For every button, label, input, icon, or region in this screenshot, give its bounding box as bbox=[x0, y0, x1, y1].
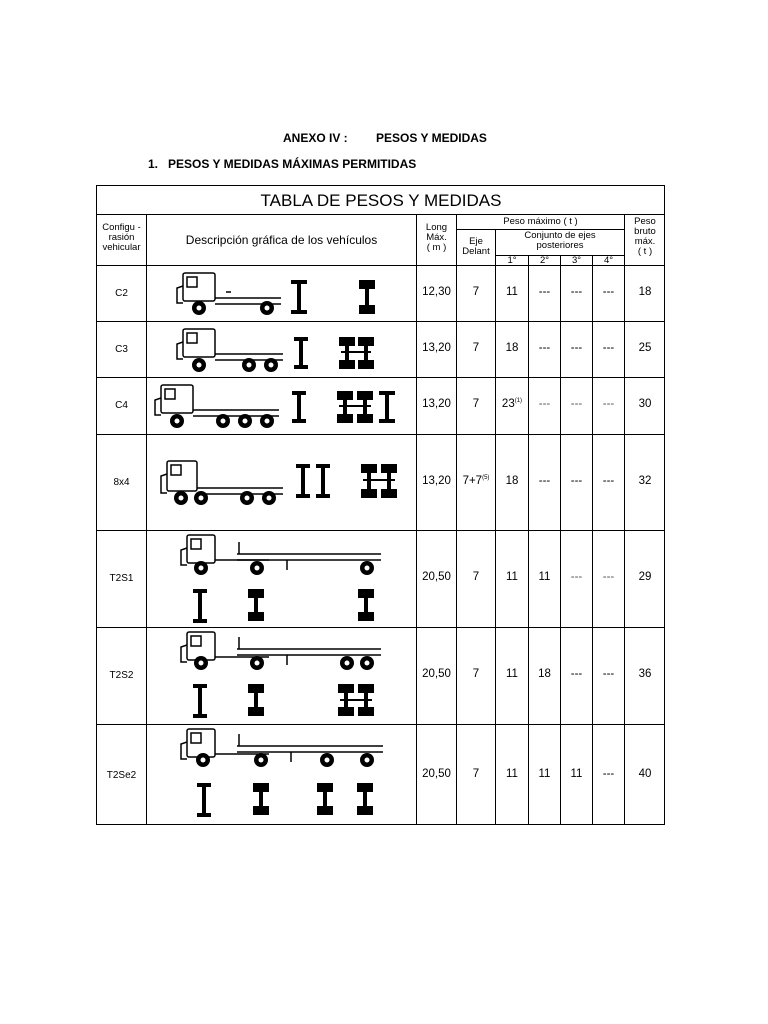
cell-bruto: 18 bbox=[638, 286, 652, 298]
cell-s2: --- bbox=[538, 342, 551, 354]
grid-line bbox=[97, 434, 665, 435]
cell-s3: --- bbox=[570, 668, 583, 680]
section-title: 1. PESOS Y MEDIDAS MÁXIMAS PERMITIDAS bbox=[148, 157, 417, 171]
grid-line bbox=[456, 214, 457, 825]
cell-eje: 7 bbox=[472, 286, 480, 298]
cell-s4: --- bbox=[602, 286, 615, 298]
grid-line bbox=[624, 214, 625, 825]
cell-s3: --- bbox=[570, 475, 583, 487]
grid-line bbox=[592, 255, 593, 825]
cell-long: 13,20 bbox=[422, 342, 451, 354]
cell-config: T2S2 bbox=[109, 670, 134, 681]
cell-config: C2 bbox=[115, 288, 128, 299]
cell-eje: 7 bbox=[472, 398, 480, 410]
header-sub-3: 3° bbox=[571, 255, 582, 266]
table-title: TABLA DE PESOS Y MEDIDAS bbox=[260, 191, 502, 210]
grid-line bbox=[97, 214, 665, 215]
cell-eje: 7 bbox=[472, 768, 480, 780]
cell-config: C4 bbox=[115, 400, 128, 411]
truck-8x4-drawing bbox=[151, 446, 413, 516]
grid-line bbox=[560, 255, 561, 825]
grid-line bbox=[416, 214, 417, 825]
grid-line bbox=[97, 377, 665, 378]
cell-s4: --- bbox=[602, 571, 615, 583]
cell-long: 20,50 bbox=[422, 768, 451, 780]
annex-label: ANEXO IV : bbox=[283, 131, 348, 145]
cell-s3: --- bbox=[570, 286, 583, 298]
cell-bruto: 30 bbox=[638, 398, 652, 410]
cell-eje: 7 bbox=[472, 571, 480, 583]
cell-s2: --- bbox=[538, 398, 551, 410]
cell-eje: 7 bbox=[472, 342, 480, 354]
grid-line bbox=[495, 229, 496, 825]
cell-s1: 18 bbox=[505, 342, 519, 354]
tractor-t2se2-drawing bbox=[151, 726, 413, 822]
grid-line bbox=[146, 214, 147, 825]
truck-c3-drawing bbox=[151, 324, 413, 376]
grid-line bbox=[97, 530, 665, 531]
cell-s1: 11 bbox=[506, 571, 518, 583]
cell-s1: 11 bbox=[506, 668, 518, 680]
header-bruto: Peso bruto máx. ( t ) bbox=[634, 216, 656, 257]
cell-bruto: 29 bbox=[638, 571, 652, 583]
cell-s4: --- bbox=[602, 398, 615, 410]
grid-line bbox=[528, 255, 529, 825]
cell-s1: 18 bbox=[505, 475, 519, 487]
cell-s4: --- bbox=[602, 768, 615, 780]
cell-s4: --- bbox=[602, 475, 615, 487]
cell-s3: --- bbox=[570, 342, 583, 354]
cell-s3: --- bbox=[570, 571, 583, 583]
cell-s2: --- bbox=[538, 286, 551, 298]
cell-eje: $7+7^{(5)}$ bbox=[462, 475, 490, 487]
cell-eje: 7 bbox=[472, 668, 480, 680]
cell-long: 20,50 bbox=[422, 668, 451, 680]
header-sub-4: 4° bbox=[603, 255, 614, 266]
weights-measures-table bbox=[96, 185, 665, 825]
cell-bruto: 40 bbox=[638, 768, 652, 780]
truck-c2-drawing bbox=[151, 268, 413, 320]
cell-long: 13,20 bbox=[422, 398, 451, 410]
header-conjunto: Conjunto de ejes posteriores bbox=[524, 230, 596, 251]
tractor-t2s2-drawing bbox=[151, 629, 413, 725]
cell-bruto: 36 bbox=[638, 668, 652, 680]
cell-s4: --- bbox=[602, 668, 615, 680]
cell-s3: --- bbox=[570, 398, 583, 410]
cell-long: 20,50 bbox=[422, 571, 451, 583]
cell-config: 8x4 bbox=[113, 477, 130, 488]
header-config: Configu - rasión vehicular bbox=[102, 222, 141, 253]
truck-c4-drawing bbox=[151, 380, 413, 432]
cell-config: T2S1 bbox=[109, 573, 134, 584]
cell-long: 13,20 bbox=[422, 475, 451, 487]
cell-s4: --- bbox=[602, 342, 615, 354]
annex-title: PESOS Y MEDIDAS bbox=[376, 131, 487, 145]
header-peso-max: Peso máximo ( t ) bbox=[503, 216, 578, 227]
cell-config: T2Se2 bbox=[106, 770, 137, 781]
grid-line bbox=[97, 321, 665, 322]
cell-s2: 11 bbox=[538, 571, 551, 583]
header-sub-2: 2° bbox=[539, 255, 550, 266]
cell-s2: 18 bbox=[538, 668, 551, 680]
header-description: Descripción gráfica de los vehículos bbox=[185, 233, 378, 247]
cell-s3: 11 bbox=[570, 768, 583, 780]
cell-long: 12,30 bbox=[422, 286, 451, 298]
header-eje: Eje Delant bbox=[462, 236, 490, 257]
cell-config: C3 bbox=[115, 344, 128, 355]
cell-bruto: 25 bbox=[638, 342, 652, 354]
cell-bruto: 32 bbox=[638, 475, 652, 487]
header-sub-1: 1° bbox=[507, 255, 517, 266]
cell-s1: 23$^{(1)}$ bbox=[501, 398, 523, 410]
cell-s1: 11 bbox=[506, 768, 518, 780]
header-long: Long Máx. ( m ) bbox=[425, 222, 448, 253]
tractor-t2s1-drawing bbox=[151, 532, 413, 628]
cell-s1: 11 bbox=[506, 286, 518, 298]
cell-s2: --- bbox=[538, 475, 551, 487]
cell-s2: 11 bbox=[538, 768, 551, 780]
